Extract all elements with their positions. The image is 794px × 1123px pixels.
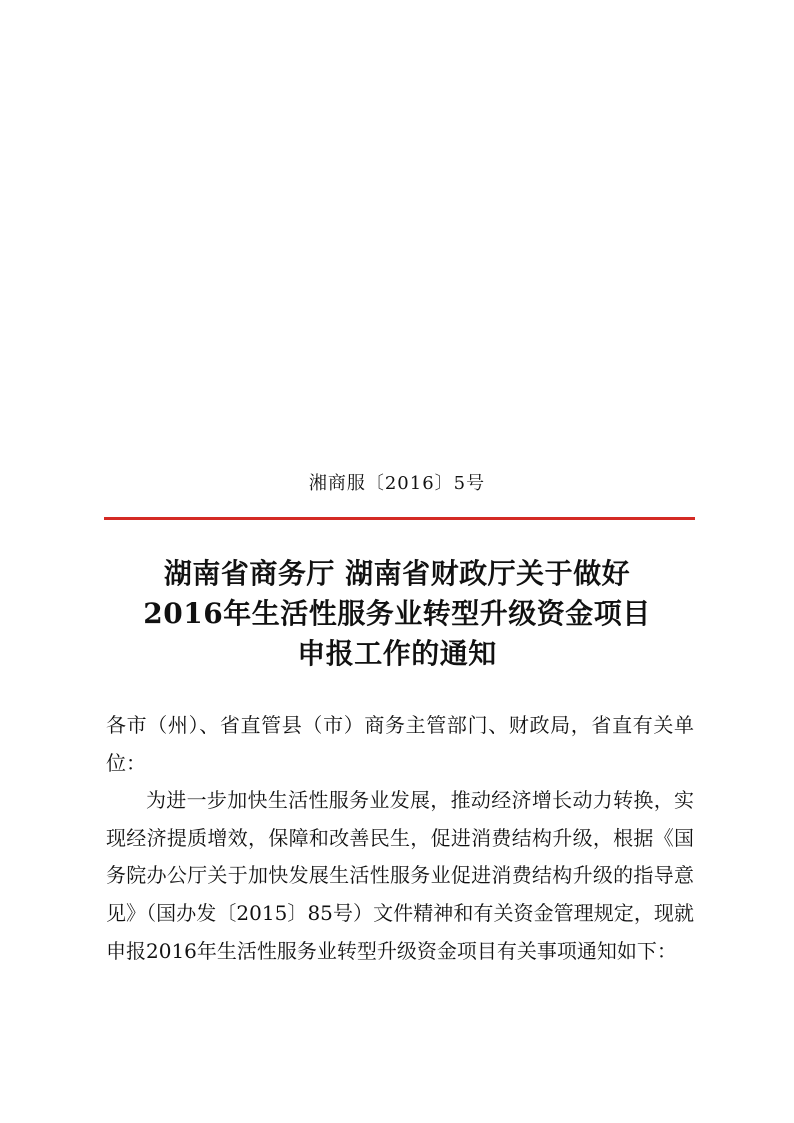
document-title: [60, 554, 734, 674]
body-paragraph-1: 为进一步加快生活性服务业发展，推动经济增长动力转换，实现经济提质增效，保障和改善民生，促进消费结构升级，根据《国务院办公厅关于加快发展生活性服务业促进消费结构升级的指导意见》（国办发〔2015〕85号）文件精神和有关资金管理规定，现就申报2016年生活性服务业转型升级资金项目有关事项通知如下：: [106, 788, 694, 963]
document-body: [106, 707, 694, 970]
title-line-3: 申报工作的通知: [297, 637, 497, 670]
salutation: 各市（州）、省直管县（市）商务主管部门、财政局，省直有关单位：: [106, 713, 694, 775]
document-number: 湘商服〔2016〕5号: [308, 473, 486, 494]
title-line-2: 2016年生活性服务业转型升级资金项目: [143, 597, 651, 630]
red-header-rule: [104, 517, 695, 520]
title-line-1: 湖南省商务厅 湖南省财政厅关于做好: [163, 557, 631, 590]
